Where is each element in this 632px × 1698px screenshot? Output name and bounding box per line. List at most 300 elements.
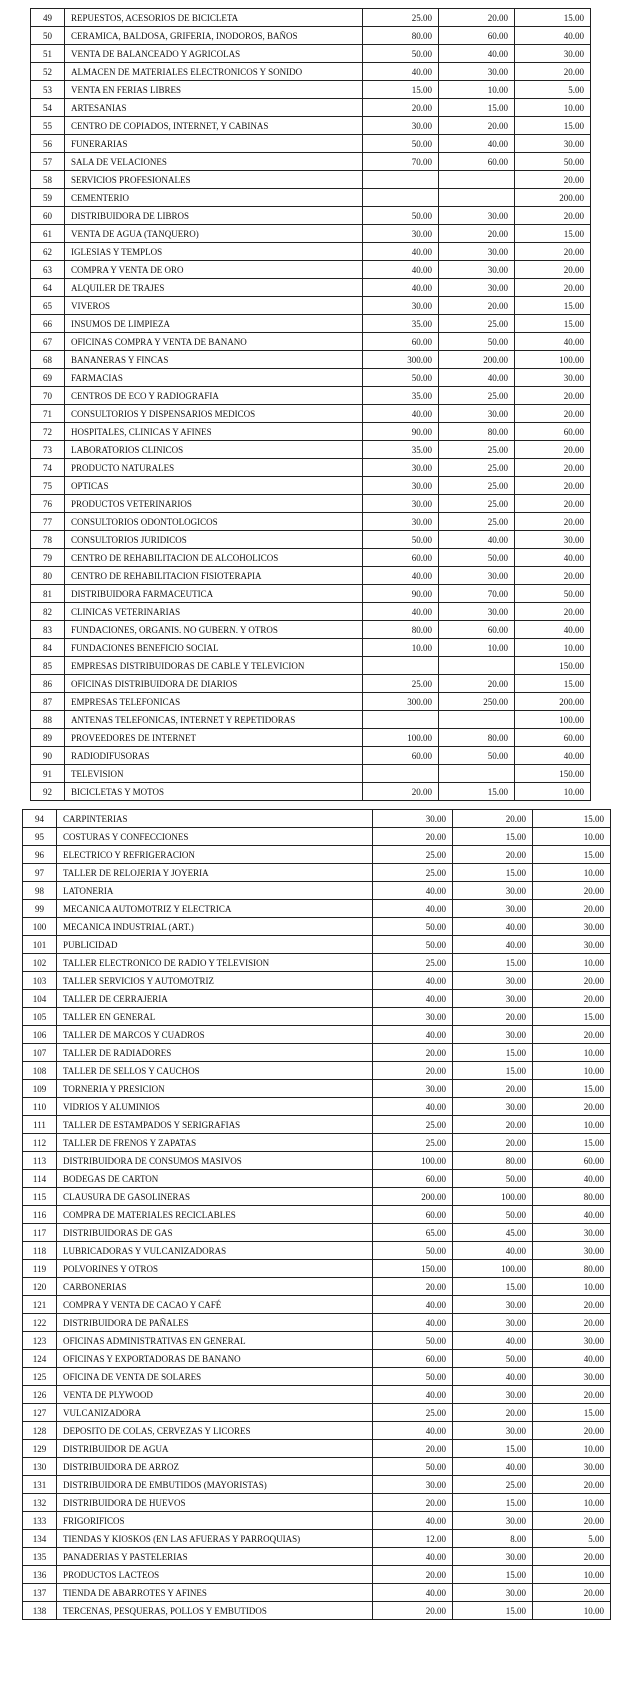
activity-name: PUBLICIDAD [57,936,373,954]
fee-value-1: 30.00 [363,117,439,135]
fee-value-3: 30.00 [533,1332,611,1350]
table-row [31,549,591,567]
fee-value-2: 30.00 [453,972,533,990]
activity-name: ALQUILER DE TRAJES [65,279,363,297]
fee-value-3: 20.00 [533,1512,611,1530]
fee-value-2: 80.00 [453,1152,533,1170]
fee-value-2 [439,657,515,675]
fee-value-3: 30.00 [533,1458,611,1476]
fee-value-2: 40.00 [453,1332,533,1350]
activity-name: COMPRA Y VENTA DE ORO [65,261,363,279]
fee-value-3: 30.00 [533,918,611,936]
table-row [31,261,591,279]
activity-name: CONSULTORIOS Y DISPENSARIOS MEDICOS [65,405,363,423]
table-row [31,297,591,315]
activity-name: CENTRO DE REHABILITACION FISIOTERAPIA [65,567,363,585]
table-row [31,765,591,783]
activity-name: CONSULTORIOS JURIDICOS [65,531,363,549]
activity-name: TERCENAS, PESQUERAS, POLLOS Y EMBUTIDOS [57,1602,373,1620]
fee-value-3: 5.00 [533,1530,611,1548]
fee-value-2: 20.00 [439,675,515,693]
row-number: 105 [23,1008,57,1026]
table-row [31,603,591,621]
fee-value-1: 30.00 [363,225,439,243]
fee-value-2: 30.00 [453,1296,533,1314]
row-number: 78 [31,531,65,549]
row-number: 83 [31,621,65,639]
fee-value-1: 40.00 [363,63,439,81]
fee-value-2: 10.00 [439,81,515,99]
table-row [31,567,591,585]
table-row [23,1278,611,1296]
table-row [31,459,591,477]
fee-value-1: 30.00 [363,477,439,495]
table-row [31,117,591,135]
table-row [23,1026,611,1044]
fee-value-3: 20.00 [533,1584,611,1602]
fee-value-2: 40.00 [439,369,515,387]
fee-value-3: 20.00 [515,243,591,261]
fee-value-1: 25.00 [373,846,453,864]
table-row [23,882,611,900]
fee-value-2: 25.00 [453,1476,533,1494]
fee-value-3: 20.00 [533,1422,611,1440]
table-row [23,1080,611,1098]
fee-value-2: 30.00 [439,567,515,585]
fee-value-3: 20.00 [533,1548,611,1566]
fee-value-1: 80.00 [363,27,439,45]
table-row [31,387,591,405]
table-row [31,27,591,45]
table-row [23,918,611,936]
activity-name: CEMENTERIO [65,189,363,207]
fee-value-3: 200.00 [515,189,591,207]
fee-value-3: 150.00 [515,657,591,675]
fee-value-1: 35.00 [363,387,439,405]
table-row [31,81,591,99]
fee-value-1: 25.00 [373,1116,453,1134]
table-row [31,585,591,603]
fee-value-3: 40.00 [515,747,591,765]
fee-value-3: 20.00 [515,171,591,189]
row-number: 109 [23,1080,57,1098]
fee-value-2: 50.00 [453,1350,533,1368]
row-number: 115 [23,1188,57,1206]
fee-value-1: 90.00 [363,585,439,603]
fee-value-3: 10.00 [533,864,611,882]
fee-value-1: 15.00 [363,81,439,99]
fee-value-2: 15.00 [439,99,515,117]
activity-name: TALLER DE RELOJERIA Y JOYERIA [57,864,373,882]
row-number: 89 [31,729,65,747]
activity-name: LUBRICADORAS Y VULCANIZADORAS [57,1242,373,1260]
fee-value-2: 25.00 [439,495,515,513]
table-row [31,369,591,387]
fee-value-1: 30.00 [363,513,439,531]
activity-name: TALLER DE ESTAMPADOS Y SERIGRAFIAS [57,1116,373,1134]
row-number: 74 [31,459,65,477]
activity-name: COSTURAS Y CONFECCIONES [57,828,373,846]
activity-name: DISTRIBUIDORA DE LIBROS [65,207,363,225]
fee-value-1: 300.00 [363,351,439,369]
fee-value-1: 35.00 [363,441,439,459]
fee-value-3: 15.00 [533,1134,611,1152]
row-number: 123 [23,1332,57,1350]
fee-value-1: 50.00 [363,135,439,153]
activity-name: DISTRIBUIDORA DE HUEVOS [57,1494,373,1512]
row-number: 55 [31,117,65,135]
fee-value-3: 10.00 [533,1494,611,1512]
activity-name: TALLER DE SELLOS Y CAUCHOS [57,1062,373,1080]
activity-name: VENTA EN FERIAS LIBRES [65,81,363,99]
row-number: 49 [31,9,65,27]
activity-name: ALMACEN DE MATERIALES ELECTRONICOS Y SONIDO [65,63,363,81]
fee-value-1: 50.00 [373,1242,453,1260]
table-row [23,1440,611,1458]
activity-name: LABORATORIOS CLINICOS [65,441,363,459]
row-number: 61 [31,225,65,243]
activity-name: SERVICIOS PROFESIONALES [65,171,363,189]
row-number: 116 [23,1206,57,1224]
activity-name: ELECTRICO Y REFRIGERACION [57,846,373,864]
table-row [31,441,591,459]
fee-value-2: 25.00 [439,315,515,333]
row-number: 50 [31,27,65,45]
fee-value-2: 8.00 [453,1530,533,1548]
fee-value-2 [439,171,515,189]
row-number: 100 [23,918,57,936]
fee-value-3: 40.00 [533,1206,611,1224]
table-row [23,1512,611,1530]
table-row [23,1314,611,1332]
fee-value-2: 15.00 [453,1602,533,1620]
fee-value-1: 40.00 [363,243,439,261]
fee-value-2: 10.00 [439,639,515,657]
fee-value-3: 10.00 [533,1440,611,1458]
fee-table-body [31,9,591,801]
activity-name: CARPINTERIAS [57,810,373,828]
table-row [31,675,591,693]
table-row [31,531,591,549]
activity-name: COMPRA Y VENTA DE CACAO Y CAFÉ [57,1296,373,1314]
row-number: 136 [23,1566,57,1584]
activity-name: FARMACIAS [65,369,363,387]
fee-value-2: 15.00 [453,864,533,882]
fee-value-1: 30.00 [363,495,439,513]
row-number: 120 [23,1278,57,1296]
row-number: 87 [31,693,65,711]
fee-value-1: 10.00 [363,639,439,657]
row-number: 110 [23,1098,57,1116]
fee-value-2: 30.00 [453,1422,533,1440]
row-number: 77 [31,513,65,531]
fee-value-2: 20.00 [453,1134,533,1152]
row-number: 117 [23,1224,57,1242]
fee-table-page-2 [22,809,611,1620]
table-row [31,243,591,261]
activity-name: OFICINAS COMPRA Y VENTA DE BANANO [65,333,363,351]
fee-value-1: 40.00 [373,1584,453,1602]
fee-value-2: 40.00 [439,135,515,153]
fee-value-1: 40.00 [373,1386,453,1404]
fee-value-3: 30.00 [533,1368,611,1386]
fee-value-2: 50.00 [439,333,515,351]
activity-name: CERAMICA, BALDOSA, GRIFERIA, INODOROS, BAÑOS [65,27,363,45]
fee-value-3: 15.00 [515,117,591,135]
fee-value-2: 15.00 [439,783,515,801]
fee-value-1: 70.00 [363,153,439,171]
fee-value-3: 40.00 [515,549,591,567]
activity-name: CLAUSURA DE GASOLINERAS [57,1188,373,1206]
fee-value-1: 25.00 [373,1404,453,1422]
fee-value-1: 60.00 [373,1170,453,1188]
fee-value-1: 25.00 [373,1134,453,1152]
fee-value-3: 10.00 [515,783,591,801]
fee-value-3: 10.00 [533,954,611,972]
fee-value-1: 25.00 [363,9,439,27]
fee-value-3: 20.00 [533,1314,611,1332]
fee-value-1: 60.00 [373,1350,453,1368]
row-number: 132 [23,1494,57,1512]
fee-value-3: 20.00 [515,495,591,513]
row-number: 138 [23,1602,57,1620]
activity-name: BICICLETAS Y MOTOS [65,783,363,801]
fee-value-3: 10.00 [533,1566,611,1584]
fee-value-2: 30.00 [439,243,515,261]
fee-value-1: 25.00 [373,954,453,972]
fee-value-1: 30.00 [373,1476,453,1494]
activity-name: CENTROS DE ECO Y RADIOGRAFIA [65,387,363,405]
fee-value-2: 100.00 [453,1188,533,1206]
fee-value-3: 20.00 [533,1476,611,1494]
table-row [31,207,591,225]
row-number: 95 [23,828,57,846]
fee-value-3: 15.00 [515,315,591,333]
activity-name: TIENDA DE ABARROTES Y AFINES [57,1584,373,1602]
fee-value-1 [363,657,439,675]
table-row [23,954,611,972]
fee-value-2: 30.00 [439,279,515,297]
table-row [31,621,591,639]
table-row [23,1044,611,1062]
activity-name: VIVEROS [65,297,363,315]
fee-value-1: 100.00 [373,1152,453,1170]
fee-value-2: 30.00 [453,1026,533,1044]
fee-value-3: 30.00 [515,45,591,63]
table-row [31,477,591,495]
row-number: 91 [31,765,65,783]
fee-value-2: 25.00 [439,387,515,405]
fee-value-1: 60.00 [363,549,439,567]
fee-value-3: 40.00 [533,1170,611,1188]
fee-value-1: 20.00 [373,1566,453,1584]
row-number: 69 [31,369,65,387]
fee-value-1: 300.00 [363,693,439,711]
table-row [23,1476,611,1494]
table-row [23,1386,611,1404]
row-number: 118 [23,1242,57,1260]
table-row [31,639,591,657]
activity-name: OFICINAS ADMINISTRATIVAS EN GENERAL [57,1332,373,1350]
fee-value-2: 40.00 [453,1368,533,1386]
row-number: 106 [23,1026,57,1044]
fee-value-2: 20.00 [439,297,515,315]
row-number: 54 [31,99,65,117]
table-row [31,711,591,729]
fee-value-2: 30.00 [453,900,533,918]
table-row [23,1008,611,1026]
fee-value-3: 15.00 [515,225,591,243]
fee-value-3: 10.00 [533,1602,611,1620]
table-row [23,1242,611,1260]
fee-value-2: 40.00 [453,1458,533,1476]
row-number: 56 [31,135,65,153]
fee-value-1: 40.00 [373,1098,453,1116]
activity-name: TORNERIA Y PRESICION [57,1080,373,1098]
fee-value-2: 30.00 [453,1512,533,1530]
fee-value-1: 20.00 [363,99,439,117]
table-row [23,990,611,1008]
fee-value-1: 40.00 [373,972,453,990]
fee-value-3: 5.00 [515,81,591,99]
row-number: 113 [23,1152,57,1170]
row-number: 114 [23,1170,57,1188]
fee-value-2: 20.00 [453,1116,533,1134]
row-number: 98 [23,882,57,900]
fee-value-2: 25.00 [439,441,515,459]
fee-value-1: 25.00 [363,675,439,693]
activity-name: TALLER DE FRENOS Y ZAPATAS [57,1134,373,1152]
activity-name: FUNDACIONES, ORGANIS. NO GUBERN. Y OTROS [65,621,363,639]
fee-value-2: 60.00 [439,27,515,45]
fee-value-3: 20.00 [515,513,591,531]
activity-name: OFICINAS Y EXPORTADORAS DE BANANO [57,1350,373,1368]
fee-value-3: 30.00 [533,1224,611,1242]
fee-value-2: 30.00 [453,1098,533,1116]
activity-name: PRODUCTOS VETERINARIOS [65,495,363,513]
fee-value-1: 65.00 [373,1224,453,1242]
activity-name: CENTRO DE REHABILITACION DE ALCOHOLICOS [65,549,363,567]
activity-name: COMPRA DE MATERIALES RECICLABLES [57,1206,373,1224]
activity-name: PRODUCTO NATURALES [65,459,363,477]
activity-name: POLVORINES Y OTROS [57,1260,373,1278]
fee-value-1: 25.00 [373,864,453,882]
row-number: 103 [23,972,57,990]
row-number: 68 [31,351,65,369]
table-row [31,405,591,423]
table-row [23,1548,611,1566]
fee-value-1: 50.00 [373,1368,453,1386]
row-number: 124 [23,1350,57,1368]
row-number: 135 [23,1548,57,1566]
fee-value-1: 20.00 [373,1044,453,1062]
page-break [0,802,632,809]
activity-name: DISTRIBUIDORA DE CONSUMOS MASIVOS [57,1152,373,1170]
table-row [23,810,611,828]
table-row [23,1098,611,1116]
fee-value-1: 40.00 [373,1026,453,1044]
fee-value-3: 40.00 [515,27,591,45]
fee-value-3: 80.00 [533,1188,611,1206]
activity-name: MECANICA INDUSTRIAL (ART.) [57,918,373,936]
fee-value-1: 20.00 [373,828,453,846]
table-row [31,225,591,243]
fee-value-3: 10.00 [515,99,591,117]
row-number: 92 [31,783,65,801]
row-number: 97 [23,864,57,882]
fee-value-1: 80.00 [363,621,439,639]
row-number: 125 [23,1368,57,1386]
fee-value-3: 100.00 [515,711,591,729]
row-number: 65 [31,297,65,315]
row-number: 64 [31,279,65,297]
row-number: 58 [31,171,65,189]
fee-value-2: 30.00 [439,207,515,225]
activity-name: RADIODIFUSORAS [65,747,363,765]
table-row [31,495,591,513]
activity-name: TALLER EN GENERAL [57,1008,373,1026]
fee-value-1: 20.00 [363,783,439,801]
fee-value-1: 40.00 [373,990,453,1008]
fee-value-3: 20.00 [515,63,591,81]
fee-value-2: 50.00 [439,747,515,765]
activity-name: TIENDAS Y KIOSKOS (EN LAS AFUERAS Y PARROQUIAS) [57,1530,373,1548]
fee-value-3: 30.00 [515,135,591,153]
fee-value-1: 50.00 [363,369,439,387]
row-number: 71 [31,405,65,423]
table-row [31,783,591,801]
activity-name: FUNDACIONES BENEFICIO SOCIAL [65,639,363,657]
activity-name: FUNERARIAS [65,135,363,153]
row-number: 60 [31,207,65,225]
fee-value-1 [363,765,439,783]
row-number: 81 [31,585,65,603]
fee-value-2: 25.00 [439,459,515,477]
fee-value-3: 100.00 [515,351,591,369]
fee-value-1: 90.00 [363,423,439,441]
table-row [31,657,591,675]
activity-name: BANANERAS Y FINCAS [65,351,363,369]
row-number: 82 [31,603,65,621]
row-number: 137 [23,1584,57,1602]
fee-value-2: 50.00 [453,1206,533,1224]
fee-value-3: 20.00 [533,990,611,1008]
row-number: 104 [23,990,57,1008]
table-row [23,1530,611,1548]
activity-name: DISTRIBUIDORA DE PAÑALES [57,1314,373,1332]
fee-value-1: 60.00 [373,1206,453,1224]
fee-value-2: 20.00 [439,117,515,135]
fee-value-1 [363,171,439,189]
fee-value-2: 30.00 [453,1386,533,1404]
activity-name: CENTRO DE COPIADOS, INTERNET, Y CABINAS [65,117,363,135]
fee-value-1: 50.00 [363,207,439,225]
fee-value-3: 20.00 [515,261,591,279]
fee-value-2: 80.00 [439,423,515,441]
fee-value-2: 20.00 [453,846,533,864]
fee-value-2: 15.00 [453,954,533,972]
row-number: 51 [31,45,65,63]
fee-value-1: 40.00 [363,405,439,423]
table-row [23,1350,611,1368]
table-row [31,747,591,765]
fee-value-3: 30.00 [515,369,591,387]
fee-value-3: 20.00 [533,900,611,918]
fee-value-1: 40.00 [373,1422,453,1440]
row-number: 108 [23,1062,57,1080]
fee-value-3: 10.00 [533,1116,611,1134]
fee-value-2: 30.00 [439,603,515,621]
